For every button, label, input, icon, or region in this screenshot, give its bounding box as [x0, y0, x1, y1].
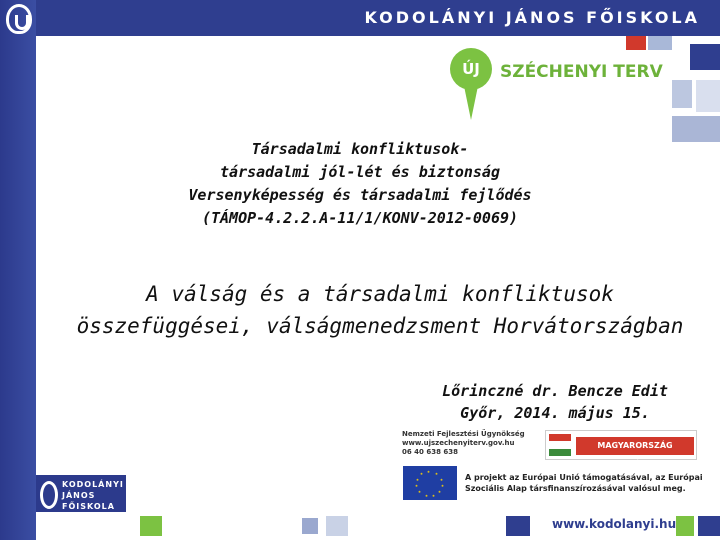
college-emblem-icon: [40, 481, 58, 509]
deco-square: [676, 516, 694, 536]
eu-flag-icon: ★ ★ ★ ★ ★ ★ ★ ★ ★ ★ ★: [403, 466, 457, 500]
deco-square: [302, 518, 318, 534]
place-date: Győr, 2014. május 15.: [460, 404, 650, 422]
deco-square: [698, 516, 720, 536]
badge-label: MAGYARORSZÁG MEGÚJUL: [576, 437, 694, 455]
deco-square: [506, 516, 530, 536]
project-info: [120, 138, 600, 230]
map-pin-icon: [464, 86, 478, 120]
college-logo-bottom: [36, 475, 126, 515]
header-brand: KODOLÁNYI JÁNOS FŐISKOLA: [364, 8, 700, 27]
deco-square: [690, 44, 720, 70]
agency-name: Nemzeti Fejlesztési Ügynökség: [402, 430, 525, 438]
college-logo-text: [62, 479, 124, 512]
agency-phone: 06 40 638 638: [402, 448, 459, 456]
magyarorszag-megujul-badge: [545, 430, 697, 468]
author-block: [430, 380, 680, 424]
deco-square: [696, 80, 720, 112]
project-line: Versenyképesség és társadalmi fejlődés: [188, 186, 532, 204]
left-sidebar-band: [0, 0, 36, 540]
hungarian-flag-icon: [549, 434, 571, 456]
deco-square: [672, 116, 720, 142]
agency-info: [402, 430, 542, 457]
project-line: Társadalmi konfliktusok-: [251, 140, 469, 158]
deco-square: [326, 516, 348, 536]
college-logo-icon: [6, 4, 32, 34]
program-name: SZÉCHENYI TERV: [500, 62, 663, 82]
presentation-title: [40, 278, 720, 342]
agency-url: www.ujszechenyiterv.gov.hu: [402, 439, 515, 447]
title-line: A válság és a társadalmi konfliktusok: [146, 282, 614, 306]
header-bar: [36, 0, 720, 36]
footer-bar: [36, 512, 720, 540]
logo-line: KODOLÁNYI: [62, 480, 124, 489]
website-link[interactable]: www.kodolanyi.hu: [552, 517, 677, 531]
logo-line: JÁNOS: [62, 491, 96, 500]
eu-funding-note: A projekt az Európai Unió támogatásával, az Európai Szociális Alap társfinanszírozásával valósul meg.: [465, 473, 703, 493]
project-line: társadalmi jól-lét és biztonság: [220, 163, 500, 181]
project-code: (TÁMOP-4.2.2.A-11/1/KONV-2012-0069): [201, 209, 519, 227]
deco-square: [140, 516, 162, 536]
deco-square: [672, 80, 692, 108]
pin-label: ÚJ: [450, 48, 492, 90]
logo-line: FŐISKOLA: [62, 502, 115, 511]
title-line: összefüggései, válságmenedzsment Horvátországban: [76, 314, 684, 338]
szechenyi-terv-logo: [450, 48, 665, 128]
author-name: Lőrinczné dr. Bencze Edit: [442, 382, 668, 400]
